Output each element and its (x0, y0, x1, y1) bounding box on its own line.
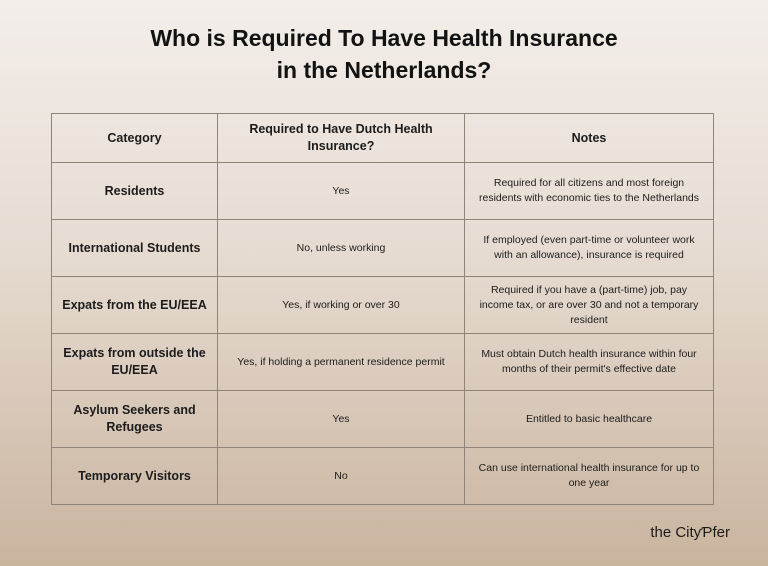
category-cell: International Students (52, 220, 218, 277)
notes-cell: Must obtain Dutch health insurance within four months of their permit's effective date (465, 334, 714, 391)
category-cell: Expats from the EU/EEA (52, 277, 218, 334)
header-required: Required to Have Dutch Health Insurance? (218, 114, 465, 163)
notes-cell: If employed (even part-time or volunteer work with an allowance), insurance is required (465, 220, 714, 277)
category-cell: Residents (52, 163, 218, 220)
page-title (0, 22, 768, 86)
table-row (52, 334, 714, 391)
brand-logo: the CityƤfer (650, 524, 730, 541)
table-row (52, 391, 714, 448)
category-cell: Temporary Visitors (52, 448, 218, 505)
notes-cell: Can use international health insurance for up to one year (465, 448, 714, 505)
required-cell: No, unless working (218, 220, 465, 277)
required-cell: Yes (218, 163, 465, 220)
required-cell: Yes, if holding a permanent residence permit (218, 334, 465, 391)
header-category: Category (52, 114, 218, 163)
title-line-2: in the Netherlands? (276, 57, 492, 83)
required-cell: Yes (218, 391, 465, 448)
table-header-row (52, 114, 714, 163)
table-row (52, 277, 714, 334)
required-cell: Yes, if working or over 30 (218, 277, 465, 334)
category-cell: Expats from outside the EU/EEA (52, 334, 218, 391)
notes-cell: Entitled to basic healthcare (465, 391, 714, 448)
category-cell: Asylum Seekers and Refugees (52, 391, 218, 448)
table-row (52, 448, 714, 505)
required-cell: No (218, 448, 465, 505)
notes-cell: Required if you have a (part-time) job, pay income tax, or are over 30 and not a temporary resident (465, 277, 714, 334)
header-notes: Notes (465, 114, 714, 163)
notes-cell: Required for all citizens and most foreign residents with economic ties to the Netherlands (465, 163, 714, 220)
table-row (52, 220, 714, 277)
table-row (52, 163, 714, 220)
insurance-table (51, 113, 714, 505)
title-line-1: Who is Required To Have Health Insurance (150, 25, 618, 51)
